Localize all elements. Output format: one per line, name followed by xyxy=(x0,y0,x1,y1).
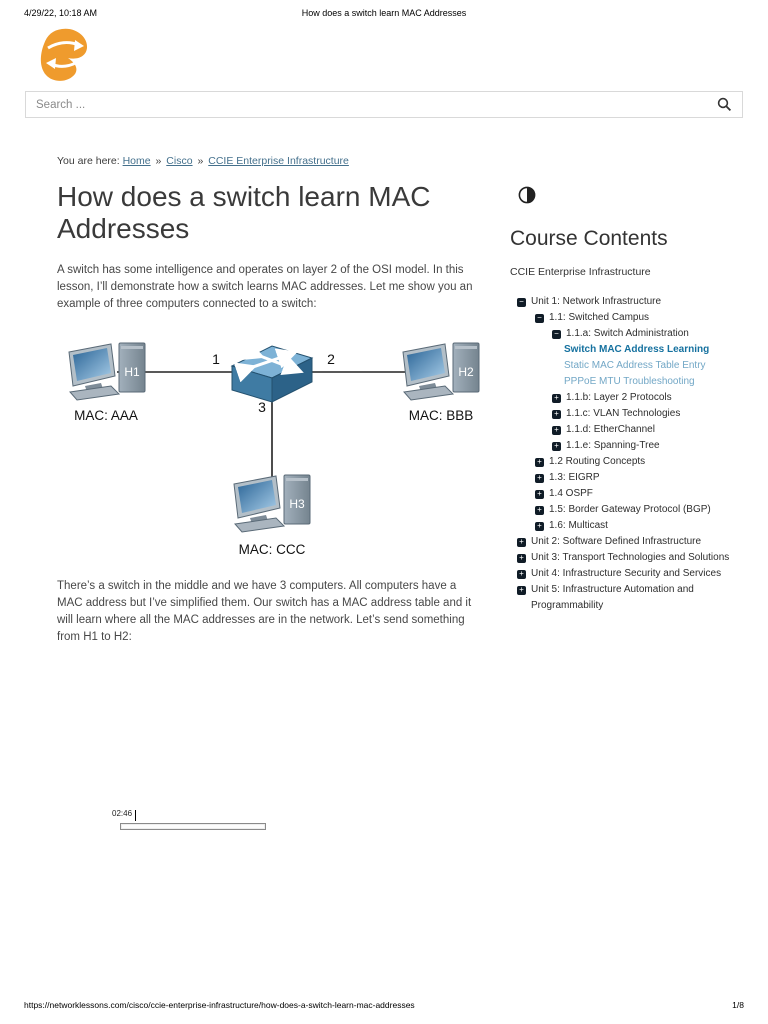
tree-item-lesson[interactable] xyxy=(510,358,755,374)
video-progress-bar[interactable] xyxy=(120,823,266,830)
breadcrumb-link-cisco[interactable]: Cisco xyxy=(166,155,193,167)
print-page-title: How does a switch learn MAC Addresses xyxy=(301,8,467,18)
tree-item-label[interactable]: Unit 2: Software Defined Infrastructure xyxy=(531,536,702,547)
expand-icon[interactable]: + xyxy=(535,522,544,531)
tree-item-1-4[interactable] xyxy=(510,486,755,502)
tree-item-label[interactable]: Unit 1: Network Infrastructure xyxy=(531,296,662,307)
mac-label-h1: MAC: AAA xyxy=(74,408,138,423)
tree-item-1-1-d[interactable] xyxy=(510,422,755,438)
tree-item-1-5[interactable] xyxy=(510,502,755,518)
breadcrumb-separator: » xyxy=(197,155,204,167)
tree-item-label[interactable]: Unit 3: Transport Technologies and Solutions xyxy=(531,552,730,563)
breadcrumb-link-home[interactable]: Home xyxy=(122,155,151,167)
tree-item-label[interactable]: 1.4 OSPF xyxy=(549,488,593,499)
expand-icon[interactable]: + xyxy=(552,410,561,419)
tree-item-label[interactable]: 1.2 Routing Concepts xyxy=(549,456,646,467)
tree-item-label[interactable]: 1.6: Multicast xyxy=(549,520,608,531)
course-contents-tree xyxy=(510,294,755,614)
dark-mode-toggle[interactable] xyxy=(518,186,536,204)
host-label-h3: H3 xyxy=(289,497,305,511)
tree-item-1-1-e[interactable] xyxy=(510,438,755,454)
tree-item-1-3[interactable] xyxy=(510,470,755,486)
tree-item-unit-5[interactable] xyxy=(510,582,755,614)
tree-item-label[interactable]: 1.1.d: EtherChannel xyxy=(566,424,655,435)
mac-label-h2: MAC: BBB xyxy=(408,408,474,423)
breadcrumb-prefix: You are here: xyxy=(57,155,120,167)
tree-item-label[interactable]: Unit 5: Infrastructure Automation and Programmability xyxy=(531,584,694,611)
expand-icon[interactable]: + xyxy=(517,554,526,563)
video-timestamp: 02:46 xyxy=(112,809,133,818)
search-icon xyxy=(717,97,732,112)
video-cursor xyxy=(135,810,136,821)
page-title: How does a switch learn MAC Addresses xyxy=(57,181,431,245)
breadcrumb xyxy=(57,155,349,167)
expand-icon[interactable]: + xyxy=(517,570,526,579)
host-h2 xyxy=(403,343,479,400)
tree-item-1-2[interactable] xyxy=(510,454,755,470)
tree-item-unit-3[interactable] xyxy=(510,550,755,566)
tree-item-label[interactable]: 1.1.e: Spanning-Tree xyxy=(566,440,660,451)
tree-item-1-1-a[interactable] xyxy=(510,326,755,342)
course-contents-title: Course Contents xyxy=(510,227,668,250)
port-label-3: 3 xyxy=(258,399,266,415)
expand-icon[interactable]: + xyxy=(535,506,544,515)
tree-item-1-1-c[interactable] xyxy=(510,406,755,422)
print-url: https://networklessons.com/cisco/ccie-enterprise-infrastructure/how-does-a-switch-learn-mac-addresses xyxy=(24,1000,415,1010)
network-diagram-svg xyxy=(57,332,487,567)
search-button[interactable] xyxy=(706,92,742,117)
collapse-icon[interactable]: − xyxy=(517,298,526,307)
tree-item-1-1-b[interactable] xyxy=(510,390,755,406)
expand-icon[interactable]: + xyxy=(535,474,544,483)
tree-item-unit-2[interactable] xyxy=(510,534,755,550)
search-input[interactable] xyxy=(26,92,706,117)
tree-item-unit-1[interactable] xyxy=(510,294,755,310)
intro-paragraph: A switch has some intelligence and operates on layer 2 of the OSI model. In this lesson, I’ll demonstrate how a switch learns MAC addresses. Let me show you an example of three computers connected to a switch: xyxy=(57,264,473,310)
port-label-1: 1 xyxy=(212,351,220,367)
lesson-link[interactable]: PPPoE MTU Troubleshooting xyxy=(564,376,695,387)
host-h3 xyxy=(234,475,310,532)
tree-item-1-1[interactable] xyxy=(510,310,755,326)
tree-item-label[interactable]: 1.1.c: VLAN Technologies xyxy=(566,408,681,419)
logo-icon xyxy=(38,27,90,83)
collapse-icon[interactable]: − xyxy=(535,314,544,323)
switch-icon xyxy=(232,346,312,402)
network-diagram xyxy=(57,332,487,572)
sidebar xyxy=(510,186,755,614)
tree-item-label[interactable]: 1.1: Switched Campus xyxy=(549,312,650,323)
tree-item-label[interactable]: 1.1.a: Switch Administration xyxy=(566,328,689,339)
tree-item-label[interactable]: 1.1.b: Layer 2 Protocols xyxy=(566,392,672,403)
tree-item-current-lesson[interactable] xyxy=(510,342,755,358)
expand-icon[interactable]: + xyxy=(552,442,561,451)
print-page-number: 1/8 xyxy=(732,1000,744,1010)
host-label-h2: H2 xyxy=(458,365,474,379)
expand-icon[interactable]: + xyxy=(517,538,526,547)
body-paragraph: There’s a switch in the middle and we have 3 computers. All computers have a MAC address but I’ve simplified them. Our switch has a MAC address table and it will learn where all the MAC addresses are in the network. Let’s send something from H1 to H2: xyxy=(57,580,472,643)
tree-item-lesson[interactable] xyxy=(510,374,755,390)
collapse-icon[interactable]: − xyxy=(552,330,561,339)
tree-item-unit-4[interactable] xyxy=(510,566,755,582)
video-player-remnant xyxy=(112,803,266,830)
expand-icon[interactable]: + xyxy=(535,458,544,467)
print-header xyxy=(24,8,744,20)
expand-icon[interactable]: + xyxy=(517,586,526,595)
print-footer xyxy=(24,1000,744,1010)
print-timestamp: 4/29/22, 10:18 AM xyxy=(24,8,98,18)
breadcrumb-separator: » xyxy=(155,155,162,167)
mac-label-h3: MAC: CCC xyxy=(238,542,306,557)
search-bar xyxy=(25,91,743,118)
tree-item-1-6[interactable] xyxy=(510,518,755,534)
tree-item-label[interactable]: Unit 4: Infrastructure Security and Services xyxy=(531,568,722,579)
contrast-icon xyxy=(518,186,536,204)
port-label-2: 2 xyxy=(327,351,335,367)
lesson-link[interactable]: Static MAC Address Table Entry xyxy=(564,360,706,371)
tree-item-label[interactable]: 1.5: Border Gateway Protocol (BGP) xyxy=(549,504,711,515)
tree-item-label[interactable]: 1.3: EIGRP xyxy=(549,472,600,483)
breadcrumb-link-course[interactable]: CCIE Enterprise Infrastructure xyxy=(208,155,349,167)
expand-icon[interactable]: + xyxy=(552,426,561,435)
expand-icon[interactable]: + xyxy=(552,394,561,403)
site-logo[interactable] xyxy=(38,27,90,83)
expand-icon[interactable]: + xyxy=(535,490,544,499)
host-label-h1: H1 xyxy=(124,365,140,379)
current-lesson-link[interactable]: Switch MAC Address Learning xyxy=(564,344,710,355)
host-h1 xyxy=(69,343,145,400)
course-name[interactable]: CCIE Enterprise Infrastructure xyxy=(510,266,651,278)
